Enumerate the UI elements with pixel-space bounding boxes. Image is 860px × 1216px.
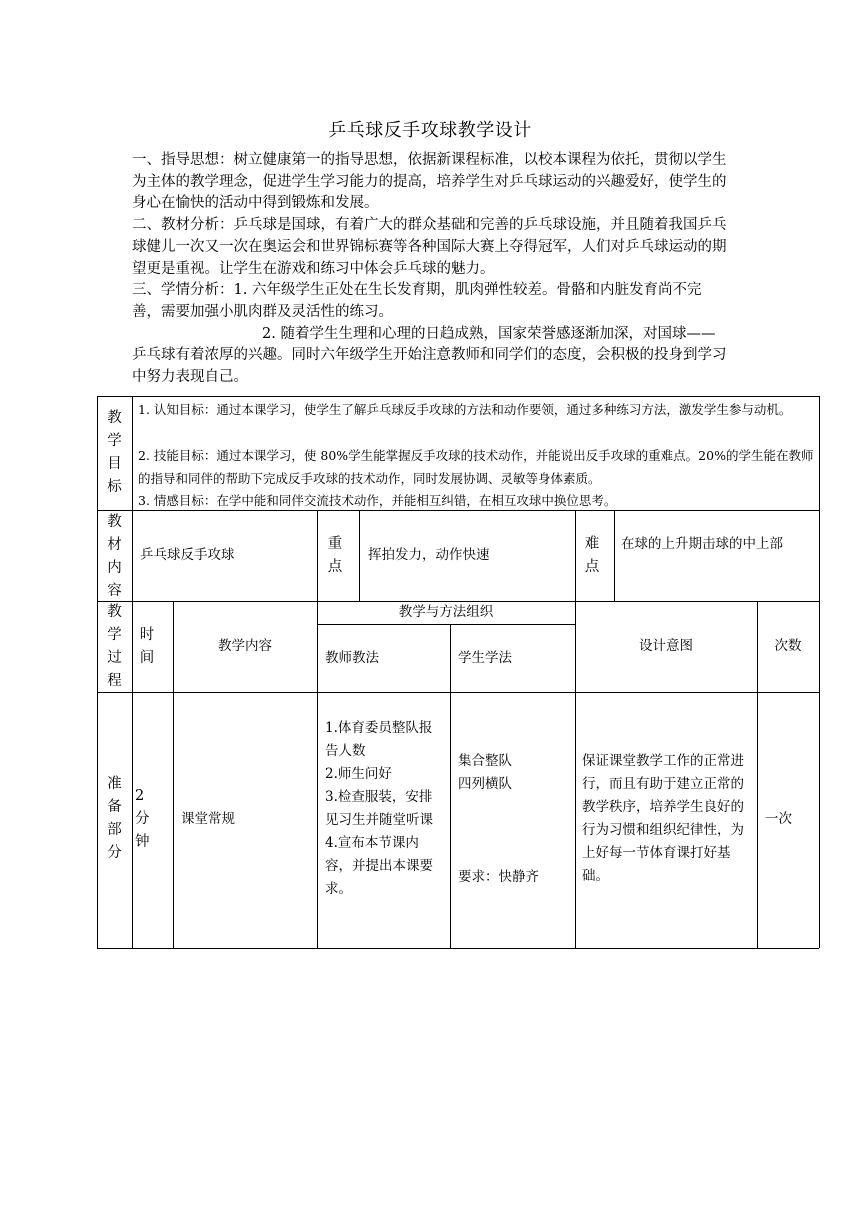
teacher-method: 1.体育委员整队报告人数 2.师生问好 3.检查服装，安排见习生并随堂听课 4.宣布本节课内容，并提出本课要求。	[325, 720, 433, 897]
intent-header: 设计意图	[639, 638, 693, 654]
student-analysis: 三、学情分析：1. 六年级学生正处在生长发育期，肌肉弹性较差。骨骼和内脏发育尚不完善，需要加强小肌肉群及灵活性的练习。	[132, 282, 702, 320]
student-analysis-2-first: 2. 随着学生生理和心理的日趋成熟，国家荣誉感逐渐加深，对国球——	[262, 325, 716, 342]
time-value: 2 分 钟	[135, 788, 150, 850]
student-header: 学生学法	[458, 650, 512, 666]
difficulty-value: 在球的上升期击球的中上部	[621, 536, 783, 552]
method-header: 教学与方法组织	[398, 604, 494, 620]
goal-skill: 2. 技能目标：通过本课学习，使 80%学生能掌握反手攻球的技术动作，并能说出反手攻球的重难点。20%的学生能在教师的指导和同伴的帮助下完成反手攻球的技术动作，同时发展协调、灵敏等身体素质。	[138, 448, 814, 486]
student-analysis-2-rest: 乒乓球有着浓厚的兴趣。同时六年级学生开始注意教师和同学们的态度，会积极的投身到学习中努力表现自己。	[132, 347, 727, 386]
page-title: 乒乓球反手攻球教学设计	[328, 120, 532, 141]
content-value: 乒乓球反手攻球	[140, 547, 235, 563]
intro-section	[132, 150, 730, 389]
key-value: 挥拍发力，动作快速	[368, 547, 490, 563]
count-value: 一次	[765, 811, 792, 827]
key-label: 重 点	[327, 536, 343, 575]
student-method: 集合整队 四列横队	[458, 753, 512, 792]
content-label: 教 材 内 容	[107, 514, 122, 599]
goals-label: 教 学 目 标	[107, 410, 122, 495]
design-intent: 保证课堂教学工作的正常进行，而且有助于建立正常的教学秩序，培养学生良好的行为习惯和组织纪律性，为上好每一节体育课打好基础。	[582, 753, 744, 884]
student-requirement: 要求：快静齐	[458, 869, 539, 885]
lesson-content: 课堂常规	[181, 811, 235, 827]
material-analysis: 二、教材分析：乒乓球是国球，有着广大的群众基础和完善的乒乓球设施，并且随着我国乒乓球健儿一次又一次在奥运会和世界锦标赛等各种国际大赛上夺得冠军，人们对乒乓球运动的期望更是重视。让学生在游戏和练习中体会乒乓球的魅力。	[132, 217, 727, 277]
content-header: 教学内容	[218, 638, 272, 654]
guiding-thought: 一、指导思想：树立健康第一的指导思想，依据新课程标准，以校本课程为依托，贯彻以学生为主体的教学理念，促进学生学习能力的提高，培养学生对乒乓球运动的兴趣爱好，使学生的身心在愉快的活动中得到锻炼和发展。	[132, 152, 727, 212]
difficulty-label: 难 点	[584, 536, 600, 575]
section-label: 准 备 部 分	[107, 776, 122, 861]
count-header: 次数	[774, 638, 802, 654]
process-label: 教 学 过 程	[107, 604, 122, 689]
teacher-header: 教师教法	[325, 650, 379, 666]
goal-emotion: 3. 情感目标：在学中能和同伴交流技术动作，并能相互纠错，在相互攻球中换位思考。	[138, 493, 617, 508]
time-header: 时 间	[139, 627, 155, 666]
goal-cognitive: 1. 认知目标：通过本课学习，使学生了解乒乓球反手攻球的方法和动作要领，通过多种练习方法，激发学生参与动机。	[138, 402, 792, 417]
